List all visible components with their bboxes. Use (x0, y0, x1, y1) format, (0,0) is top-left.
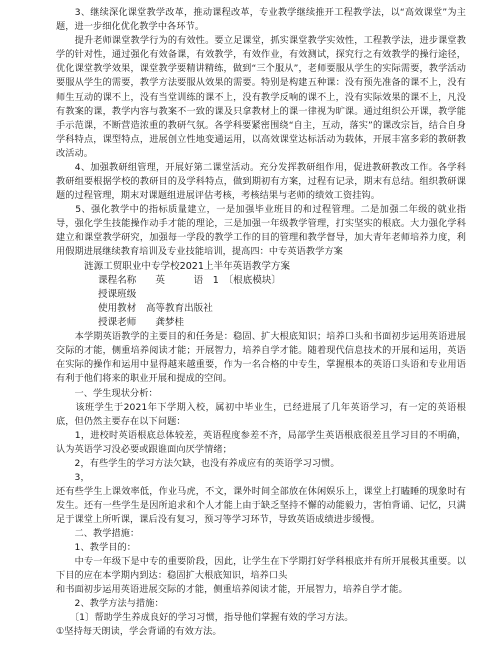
heading-student-analysis: 一、学生现状分析： (56, 388, 158, 399)
paragraph-reading-aloud: ①坚持每天朗读，学会背诵的有效方法。 (56, 626, 222, 637)
info-class: 授课班级 (98, 289, 137, 300)
info-course: 课程名称 英 语 1 〔根底模块〕 (98, 275, 281, 286)
info-textbook: 使用教材 高等教育出版社 (98, 303, 213, 314)
list-item: 1，进校时英语根底总体较差，英语程度参差不齐，局部学生英语根底很差且学习目的不明确，认为英语学习没必要或跟谁面向厌学情绪； (56, 430, 466, 456)
paragraph-quality: 5、强化教学中的指标质量建立，一是加强毕业班目的和过程管理。二是加强二年级的就业指导，强化学生技能操作动手才能的理论，三是加强一年级教学管理，打实坚实的根底。大力强化学科建立和课堂教学研究，加强每一学段的教学工作的目的管理和教学督导，加大青年老师培养力度，利用假期进展继续教育培训及专业技能培训，提高四：中专英语教学方案 (56, 204, 466, 258)
paragraph-teaching-goals-cont: 和书面初步运用英语进展交际的才能，侧重培养阅读才能，开展智力，培养自学才能。 (56, 584, 408, 595)
heading-teaching-measures: 二、教学措施： (56, 528, 140, 539)
plan-title: 涟源工贸职业中专学校2021上半年英语教学方案 (84, 261, 291, 272)
paragraph-teaching-behavior: 提升老师课堂教学行为的有效性。要立足课堂，抓实课堂教学实效性，工程教学法，进步课堂教学的针对性，通过强化有效备课，有效教学，有效作业，有效测试，探究行之有效教学的操行途径，优化课堂教学效果，课堂教学要精讲精练，做到“三个服从”，老师要服从学生的实际需要，教学活动要服从学生的需要，教学方法要服从效果的需要。特别是构建五种课：没有预先准备的课不上，没有师生互动的课不上，没有当堂训练的课不上，没有教学反响的课不上，没有实际效果的课不上，凡没有教案的课，教学内容与教案不一致的课及只拿教材上的课一律视为旷课。通过组织公开课，教学能手示范课，不断营造浓重的教研气氛。各学科要紧密围绕“自主，互动，落实”的课改宗旨，结合自身学科特点，课型特点，进展创立性地变通运用，以高效课堂达标活动为载体，开展丰富多彩的教研教改活动。 (56, 35, 466, 160)
info-teacher: 授课老师 龚梦桂 (98, 317, 185, 328)
paragraph-student-intro: 该班学生于2021年下学期入校，属初中毕业生，已经进展了几年英语学习，有一定的英语根底，但仍然主要存在以下问题： (56, 402, 466, 428)
list-item: 3， (56, 472, 90, 483)
list-item: 2，有些学生的学习方法欠缺，也没有养成应有的英语学习习惯。 (56, 458, 340, 469)
paragraph-reform: 3、继续深化课堂教学改革，推动课程改革，专业教学继续推开工程教学法，以“高效课堂”为主题，进一步细化优化教学中各环节。 (56, 7, 466, 33)
paragraph-goals: 本学期英语教学的主要目的和任务是：稳固、扩大根底知识；培养口头和书面初步运用英语进展交际的才能，侧重培养阅读才能；开展智力，培养自学才能。随着现代信息技术的开展和运用，英语在实际的操作和运用中显得越来越重要，作为一名合格的中专生，掌握根本的英语口头语和专业用语有利于他们将来的职业开展和提成的空间。 (56, 331, 466, 385)
paragraph-research-group: 4、加强教研组管理，开展好第二课堂活动。充分发挥教研组作用，促进教研教改工作。各学科教研组要根据学校的教研目的及学科特点，做到期初有方案，过程有记录，期末有总结。组织教研课题的过程管理，期末对课题组进展评估考核，考核结果与老师的绩效工资挂钩。 (56, 162, 466, 202)
paragraph-habits: 〔1〕帮助学生养成良好的学习习惯，指导他们掌握有效的学习方法。 (56, 612, 354, 623)
heading-methods: 2、教学方法与措施： (56, 598, 164, 609)
paragraph-teaching-goals: 中专一年级下是中专的重要阶段，因此，让学生在下学期打好学科根底并有所开展极其重要。以下目的应在本学期内到达：稳固扩大根底知识，培养口头 (56, 556, 466, 582)
paragraph-student-habits: 还有些学生上课效率低，作业马虎，不文，课外时间全部放在休闲娱乐上，课堂上打瞌睡的现象时有发生。还有一些学生是因所追求和个人才能上由于缺乏坚持不懈的动能毅力，害怕背诵、记忆，只满足于课堂上所听课，课后没有复习，预习等学习环节，导致英语成绩进步缓慢。 (56, 486, 466, 526)
heading-teaching-goals: 1、教学目的： (56, 542, 136, 553)
